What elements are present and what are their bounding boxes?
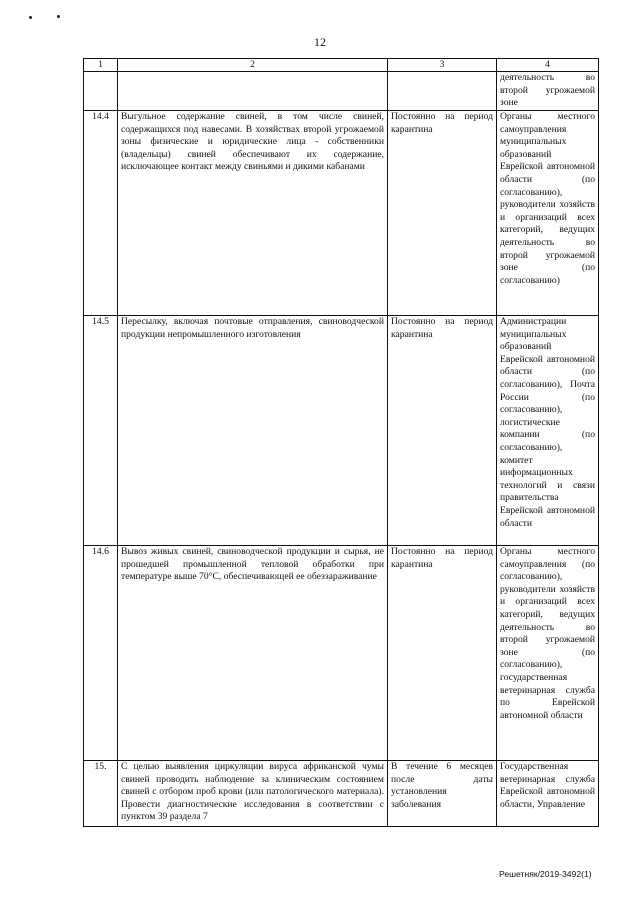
- row-measure: Пересылку, включая почтовые отправления, свиноводческой продукции непромышленного изготовления: [118, 316, 388, 546]
- scan-speck: [29, 16, 32, 19]
- table-row: [84, 316, 599, 546]
- header-row: [84, 59, 599, 72]
- row-responsible: Администрации муниципальных образований Еврейской автономной области (по согласованию), Почта России (по согласованию), логистические компании (по согласованию), комитет информационных технологий и связи правительства Еврейской автономной области: [497, 316, 599, 546]
- row-number: 14.6: [84, 546, 118, 761]
- row-term: В течение 6 месяцев после даты установления заболевания: [388, 761, 497, 827]
- table-row: [84, 761, 599, 827]
- page-number: 12: [314, 35, 326, 49]
- row-term: Постоянно на период карантина: [388, 546, 497, 761]
- row-number: 15.: [84, 761, 118, 827]
- row-responsible: Государственная ветеринарная служба Еврейской автономной области, Управление: [497, 761, 599, 827]
- header-col-2: 2: [118, 59, 388, 72]
- header-col-3: 3: [388, 59, 497, 72]
- row-measure: Выгульное содержание свиней, в том числе свиней, содержащихся под навесами. В хозяйствах второй угрожаемой зоны физические и юридические лица - собственники (владельцы) свиней обеспечивают их содержание, исключающее контакт между свиньями и дикими кабанами: [118, 111, 388, 316]
- row-measure: С целью выявления циркуляции вируса африканской чумы свиней проводить наблюдение за клиническим состоянием свиней с отбором проб крови (или патологического материала). Провести диагностические исследования в соответствии с пунктом 39 раздела 7: [118, 761, 388, 827]
- row-term: Постоянно на период карантина: [388, 316, 497, 546]
- measures-table: [83, 58, 599, 827]
- row-measure: Вывоз живых свиней, свиноводческой продукции и сырья, не прошедшей промышленной тепловой обработки при температуре выше 70°С, обеспечивающей ее обеззараживание: [118, 546, 388, 761]
- header-col-1: 1: [84, 59, 118, 72]
- header-col-4: 4: [497, 59, 599, 72]
- table-row: [84, 546, 599, 761]
- row-number: 14.4: [84, 111, 118, 316]
- row-responsible: Органы местного самоуправления муниципальных образований Еврейской автономной области (по согласованию), руководители хозяйств и организаций всех категорий, ведущих деятельность во второй угрожаемой зоне (по согласованию): [497, 111, 599, 316]
- row-number: 14.5: [84, 316, 118, 546]
- table-row: [84, 111, 599, 316]
- scan-speck: [57, 15, 60, 18]
- continuation-row: [84, 72, 599, 111]
- row-term: Постоянно на период карантина: [388, 111, 497, 316]
- document-registration-stamp: Решетняк/2019-3492(1): [499, 869, 592, 879]
- row-responsible: Органы местного самоуправления (по согласованию), руководители хозяйств и организаций всех категорий, ведущих деятельность во второй угрожаемой зоне (по согласованию), государственная ветеринарная служба по Еврейской автономной области: [497, 546, 599, 761]
- continuation-responsible: деятельность во второй угрожаемой зоне: [497, 72, 599, 111]
